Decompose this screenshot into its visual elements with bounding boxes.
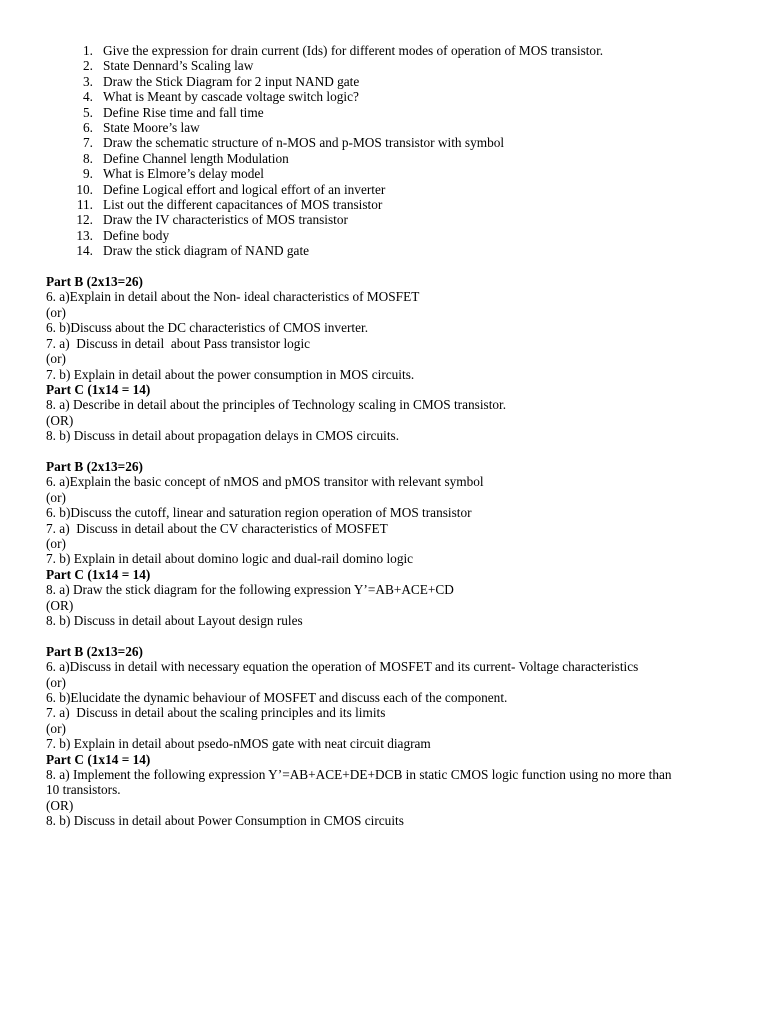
part-heading: Part C (1x14 = 14) (46, 566, 151, 582)
question-number: 10 . (46, 182, 93, 197)
question-item (46, 135, 736, 150)
question-text: What is Meant by cascade voltage switch logic? (103, 89, 359, 105)
question-line: 6. b)Elucidate the dynamic behaviour of MOSFET and discuss each of the component. (46, 690, 508, 706)
question-text: Define body (103, 227, 170, 243)
question-line: 7. b) Explain in detail about the power consumption in MOS circuits. (46, 366, 415, 382)
part-heading: Part B (2x13=26) (46, 274, 143, 290)
question-line: 7. a) Discuss in detail about the scaling principles and its limits (46, 705, 386, 721)
question-line: 10 transistors. (46, 782, 121, 798)
question-item (46, 212, 736, 227)
question-line: (or) (46, 304, 66, 320)
question-number: 8 . (46, 151, 93, 166)
question-number: 9 . (46, 166, 93, 181)
question-item (46, 43, 736, 58)
question-number: 2 . (46, 58, 93, 73)
question-item (46, 89, 736, 104)
question-text: Define Rise time and fall time (103, 104, 264, 120)
part-heading: Part C (1x14 = 14) (46, 751, 151, 767)
question-number: 11 . (46, 197, 93, 212)
question-text: List out the different capacitances of MOS transistor (103, 197, 383, 213)
question-line: 8. b) Discuss in detail about propagation delays in CMOS circuits. (46, 428, 400, 444)
question-set (46, 459, 736, 628)
question-item (46, 228, 736, 243)
question-line: 6. a)Explain the basic concept of nMOS and pMOS transitor with relevant symbol (46, 474, 484, 490)
question-line: 7. a) Discuss in detail about the CV characteristics of MOSFET (46, 520, 388, 536)
question-line: (or) (46, 489, 66, 505)
question-text: Draw the schematic structure of n-MOS and p-MOS transistor with symbol (103, 135, 505, 151)
question-number: 13 . (46, 228, 93, 243)
question-line: (or) (46, 351, 66, 367)
question-text: Define Logical effort and logical effort of an inverter (103, 181, 386, 197)
question-line: 8. a) Describe in detail about the principles of Technology scaling in CMOS transistor. (46, 397, 507, 413)
question-line: 6. b)Discuss about the DC characteristics of CMOS inverter. (46, 320, 369, 336)
question-number: 4 . (46, 89, 93, 104)
question-line: 6. a)Discuss in detail with necessary equation the operation of MOSFET and its current- Voltage characteristics (46, 659, 639, 675)
question-page (46, 43, 736, 829)
section-gap (46, 628, 736, 643)
part-heading: Part B (2x13=26) (46, 458, 143, 474)
question-number: 6 . (46, 120, 93, 135)
question-text: Draw the IV characteristics of MOS transistor (103, 212, 348, 228)
part-heading: Part C (1x14 = 14) (46, 381, 151, 397)
question-item (46, 120, 736, 135)
question-line: 7. b) Explain in detail about psedo-nMOS gate with neat circuit diagram (46, 736, 431, 752)
question-line: 7. a) Discuss in detail about Pass transistor logic (46, 335, 311, 351)
question-line: 8. b) Discuss in detail about Power Consumption in CMOS circuits (46, 813, 404, 829)
question-line: 6. b)Discuss the cutoff, linear and saturation region operation of MOS transistor (46, 505, 472, 521)
question-text: State Moore’s law (103, 120, 200, 136)
question-number: 14 . (46, 243, 93, 258)
section-gap (46, 259, 736, 274)
question-item (46, 151, 736, 166)
question-item (46, 243, 736, 258)
question-number: 1 . (46, 43, 93, 58)
question-text: Draw the stick diagram of NAND gate (103, 243, 310, 259)
question-item (46, 105, 736, 120)
question-number: 5 . (46, 105, 93, 120)
question-line: (or) (46, 674, 66, 690)
question-text: State Dennard’s Scaling law (103, 58, 254, 74)
question-text: Draw the Stick Diagram for 2 input NAND gate (103, 73, 360, 89)
question-line: 8. a) Implement the following expression Y’=AB+ACE+DE+DCB in static CMOS logic function using no more than (46, 767, 672, 783)
question-line: (or) (46, 720, 66, 736)
question-item (46, 182, 736, 197)
question-line: (or) (46, 535, 66, 551)
question-number: 7 . (46, 135, 93, 150)
question-text: Give the expression for drain current (Ids) for different modes of operation of MOS transistor. (103, 43, 604, 58)
question-set (46, 274, 736, 443)
question-line: 8. b) Discuss in detail about Layout design rules (46, 613, 303, 628)
question-line: 6. a)Explain in detail about the Non- ideal characteristics of MOSFET (46, 289, 420, 305)
question-set (46, 644, 736, 829)
question-line: 7. b) Explain in detail about domino logic and dual-rail domino logic (46, 551, 414, 567)
question-item (46, 197, 736, 212)
question-line: (OR) (46, 597, 74, 613)
section-gap (46, 444, 736, 459)
part-heading: Part B (2x13=26) (46, 643, 143, 659)
question-line: 8. a) Draw the stick diagram for the following expression Y’=AB+ACE+CD (46, 582, 454, 598)
question-text: Define Channel length Modulation (103, 150, 289, 166)
part-a-question-list (46, 43, 736, 259)
question-text: What is Elmore’s delay model (103, 166, 264, 182)
question-item (46, 58, 736, 73)
question-item (46, 166, 736, 181)
question-line: (OR) (46, 412, 74, 428)
question-sets (46, 259, 736, 829)
question-item (46, 74, 736, 89)
question-line: (OR) (46, 797, 74, 813)
question-number: 12 . (46, 212, 93, 227)
question-number: 3 . (46, 74, 93, 89)
